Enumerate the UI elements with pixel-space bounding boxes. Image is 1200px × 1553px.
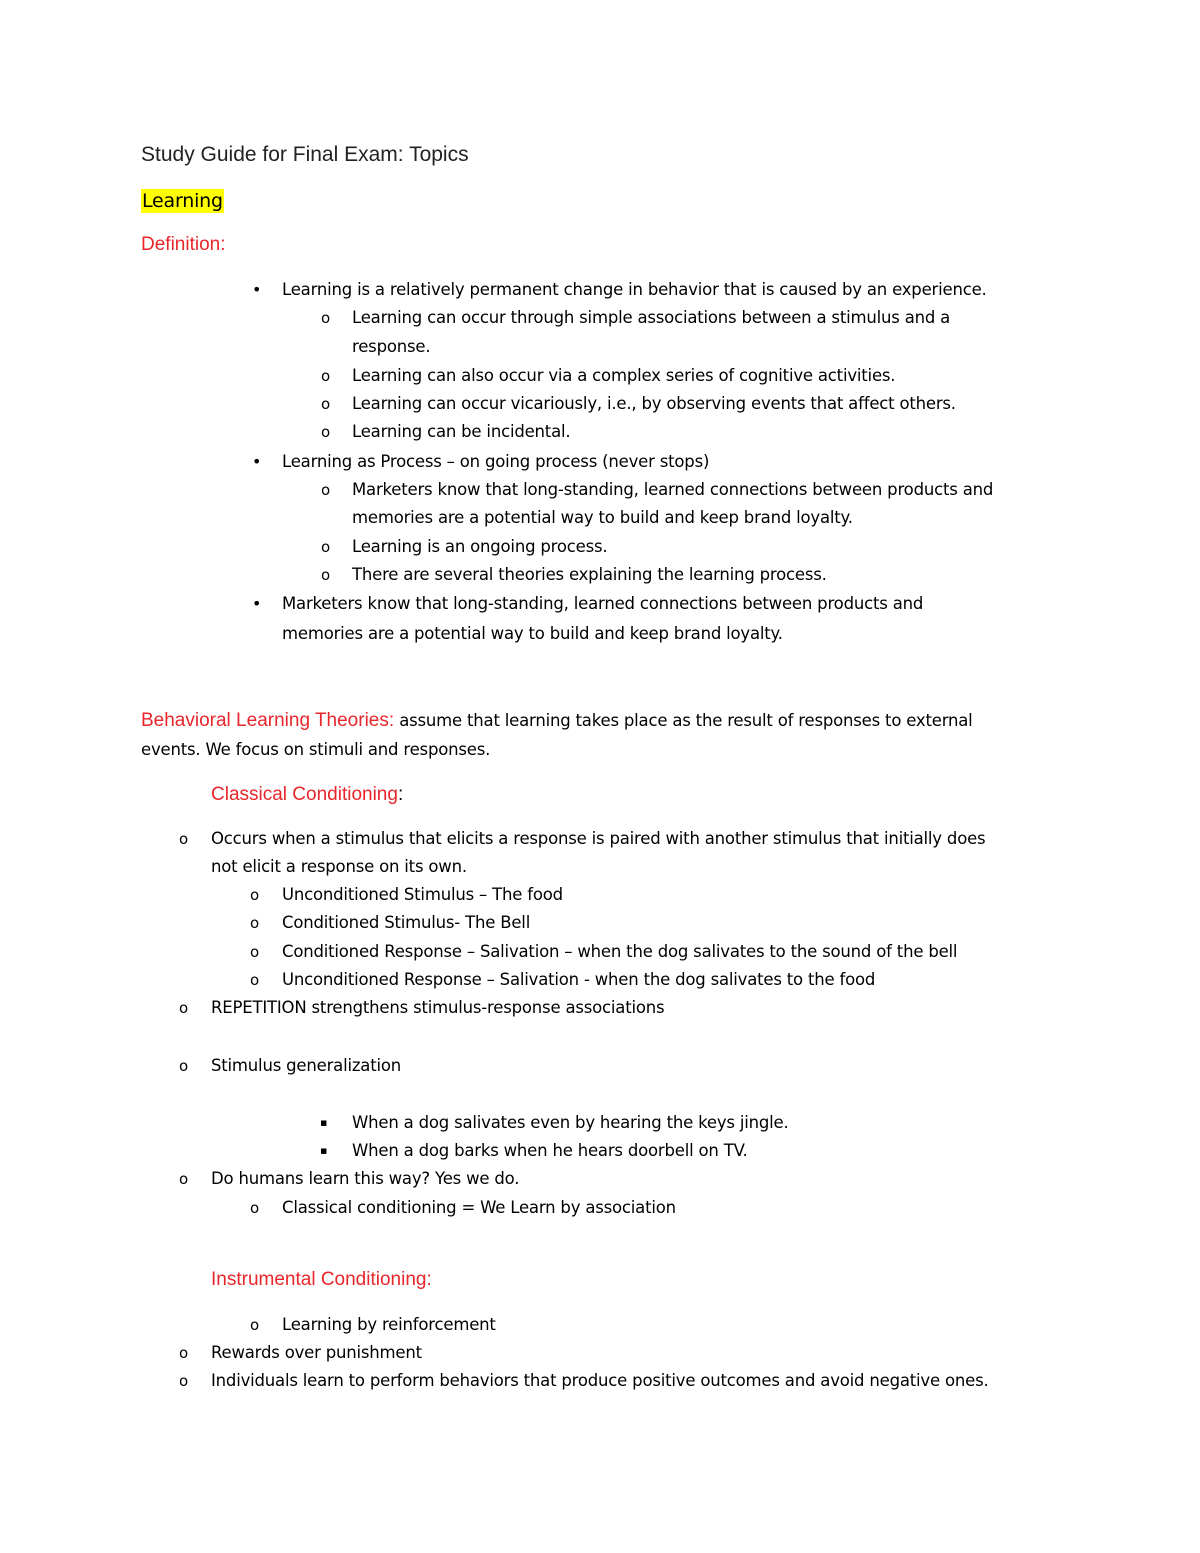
bullet-hollow: o — [250, 914, 260, 932]
list-item: Learning by reinforcement — [282, 1315, 496, 1334]
bullet-square: ▪ — [320, 1116, 328, 1129]
classical-heading: Classical Conditioning — [211, 784, 398, 805]
list-item: Occurs when a stimulus that elicits a response is paired with another stimulus that initially does — [211, 829, 986, 848]
list-item: Unconditioned Stimulus – The food — [282, 885, 563, 904]
classical-heading-line — [211, 784, 403, 806]
bullet-hollow: o — [250, 886, 260, 904]
definition-heading: Definition: — [141, 234, 226, 255]
bullet-hollow: o — [321, 481, 331, 499]
behavioral-paragraph — [141, 710, 973, 732]
list-item-continuation: response. — [352, 337, 431, 356]
section-learning-heading — [141, 190, 224, 212]
list-item: Unconditioned Response – Salivation - when the dog salivates to the food — [282, 970, 876, 989]
list-item-continuation: not elicit a response on its own. — [211, 857, 467, 876]
list-item: Learning is an ongoing process. — [352, 537, 608, 556]
list-item: Learning can also occur via a complex series of cognitive activities. — [352, 366, 896, 385]
list-item: Conditioned Stimulus- The Bell — [282, 913, 531, 932]
page-title: Study Guide for Final Exam: Topics — [141, 143, 469, 166]
bullet-hollow: o — [179, 1057, 189, 1075]
bullet-hollow: o — [250, 1199, 260, 1217]
list-item: Learning can be incidental. — [352, 422, 571, 441]
bullet-hollow: o — [321, 538, 331, 556]
bullet-square: ▪ — [320, 1144, 328, 1157]
list-item-continuation: memories are a potential way to build and keep brand loyalty. — [282, 624, 783, 643]
bullet-filled: • — [252, 452, 262, 471]
bullet-hollow: o — [250, 971, 260, 989]
bullet-hollow: o — [179, 1344, 189, 1362]
bullet-hollow: o — [321, 566, 331, 584]
list-item: Learning can occur vicariously, i.e., by observing events that affect others. — [352, 394, 956, 413]
list-item: Marketers know that long-standing, learned connections between products and — [352, 480, 994, 499]
bullet-hollow: o — [179, 999, 189, 1017]
behavioral-text: assume that learning takes place as the result of responses to external — [394, 711, 973, 730]
bullet-hollow: o — [179, 1372, 189, 1390]
bullet-hollow: o — [179, 1170, 189, 1188]
bullet-hollow: o — [321, 395, 331, 413]
learning-highlight: Learning — [142, 190, 223, 212]
list-item: Classical conditioning = We Learn by association — [282, 1198, 676, 1217]
bullet-hollow: o — [321, 309, 331, 327]
list-item: Individuals learn to perform behaviors that produce positive outcomes and avoid negative ones. — [211, 1371, 989, 1390]
list-item: Stimulus generalization — [211, 1056, 402, 1075]
bullet-hollow: o — [321, 367, 331, 385]
list-item: Do humans learn this way? Yes we do. — [211, 1169, 520, 1188]
bullet-hollow: o — [250, 943, 260, 961]
list-item: Learning can occur through simple associations between a stimulus and a — [352, 308, 951, 327]
list-item: Rewards over punishment — [211, 1343, 422, 1362]
list-item: When a dog salivates even by hearing the keys jingle. — [352, 1113, 789, 1132]
list-item: Learning as Process – on going process (never stops) — [282, 452, 710, 471]
bullet-filled: • — [252, 594, 262, 613]
bullet-hollow: o — [179, 830, 189, 848]
behavioral-text-continuation: events. We focus on stimuli and responses. — [141, 740, 491, 759]
classical-colon: : — [397, 784, 404, 805]
list-item: Learning is a relatively permanent change in behavior that is caused by an experience. — [282, 280, 987, 299]
list-item: When a dog barks when he hears doorbell on TV. — [352, 1141, 748, 1160]
list-item: There are several theories explaining the learning process. — [352, 565, 827, 584]
instrumental-heading: Instrumental Conditioning: — [211, 1269, 432, 1290]
bullet-filled: • — [252, 280, 262, 299]
list-item-continuation: memories are a potential way to build and keep brand loyalty. — [352, 508, 853, 527]
bullet-hollow: o — [250, 1316, 260, 1334]
list-item: Conditioned Response – Salivation – when the dog salivates to the sound of the bell — [282, 942, 958, 961]
list-item: REPETITION strengthens stimulus-response associations — [211, 998, 665, 1017]
list-item: Marketers know that long-standing, learned connections between products and — [282, 594, 924, 613]
behavioral-heading: Behavioral Learning Theories: — [141, 710, 395, 731]
bullet-hollow: o — [321, 423, 331, 441]
